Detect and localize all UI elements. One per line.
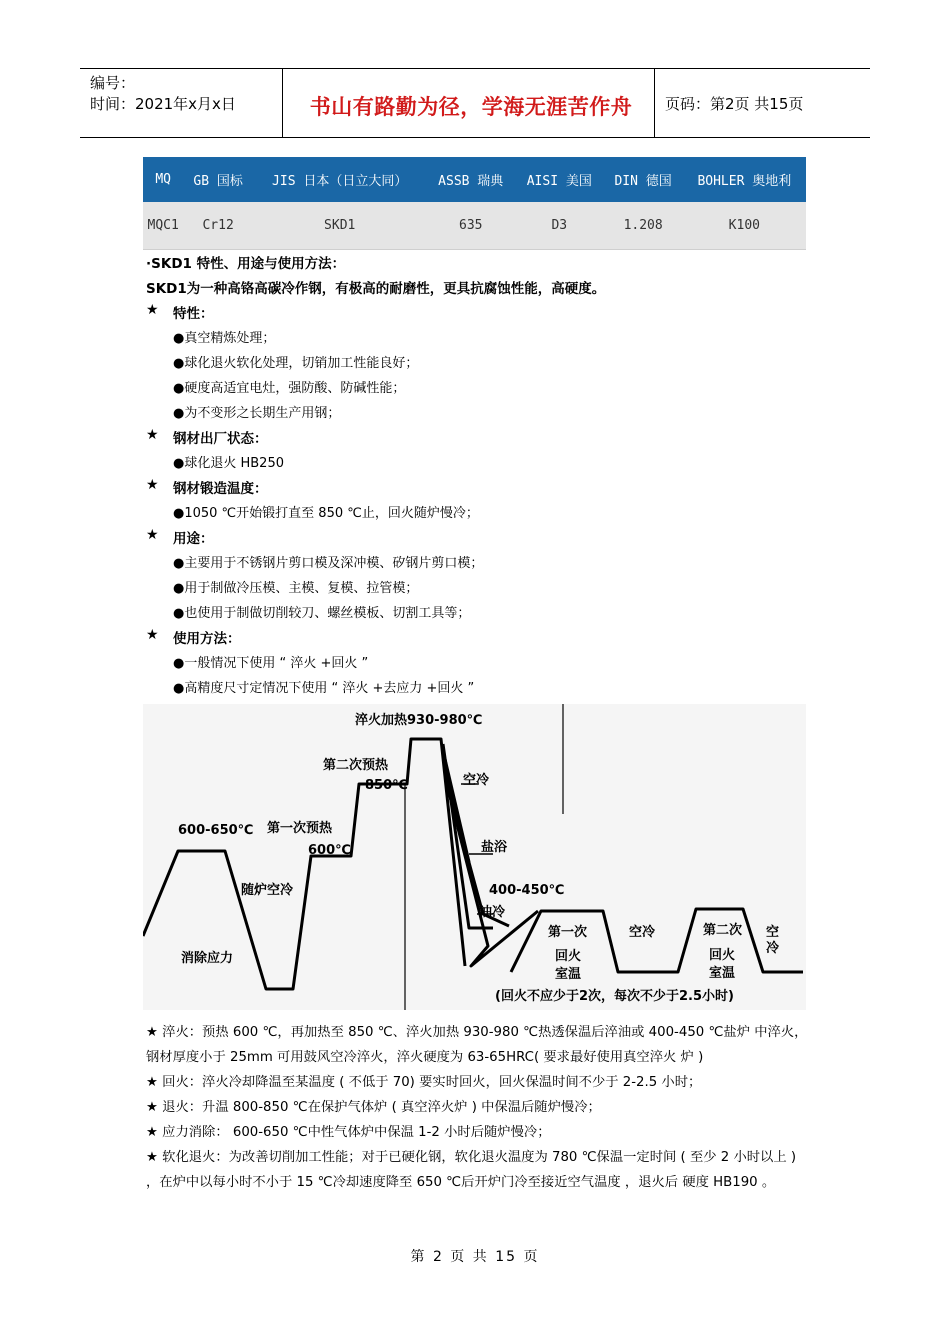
note-paragraph: ★ 回火：淬火冷却降温至某温度 ( 不低于 70) 要实时回火，回火保温时间不少于 2-2.5 小时； bbox=[146, 1075, 702, 1090]
page-info: 页码：第2页 共15页 bbox=[665, 95, 804, 113]
list-item: ●硬度高适宜电灶，强防酸、防碱性能； bbox=[173, 381, 406, 396]
bullet-icon: ● bbox=[173, 406, 185, 421]
diagram-label: 盐浴 bbox=[481, 840, 508, 855]
table-header-cell: ASSB 瑞典 bbox=[426, 157, 515, 202]
diagram-label: 消除应力 bbox=[181, 951, 234, 966]
star-icon: ★ bbox=[146, 627, 159, 643]
table-cell: K100 bbox=[683, 202, 806, 250]
table-header-cell: GB 国标 bbox=[183, 157, 253, 202]
table-cell: D3 bbox=[515, 202, 604, 250]
header-divider bbox=[282, 69, 283, 137]
intro-text: SKD1为一种高铬高碳冷作钢，有极高的耐磨性，更具抗腐蚀性能，高硬度。 bbox=[146, 281, 606, 297]
bullet-icon: ● bbox=[173, 506, 185, 521]
diagram-label: 600-650℃ bbox=[178, 823, 254, 838]
bullet-icon: ● bbox=[173, 456, 185, 471]
note-paragraph: ★ 淬火：预热 600 ℃，再加热至 850 ℃、淬火加热 930-980 ℃热透保温后淬油或 400-450 ℃盐炉 中淬火，钢材厚度小于 25mm 可用鼓风空冷淬火，淬火硬度为 63-65HRC( 要求最好使用真空淬火 炉 ) bbox=[146, 1025, 808, 1065]
diagram-label: 室温 bbox=[709, 966, 736, 981]
diagram-label: 空冷 bbox=[463, 773, 490, 788]
header-motto: 书山有路勤为径，学海无涯苦作舟 bbox=[309, 95, 633, 119]
diagram-label: 第一次 bbox=[548, 925, 588, 940]
section-heading: 钢材锻造温度： bbox=[173, 481, 268, 497]
diagram-label: 随炉空冷 bbox=[241, 883, 294, 898]
section-heading: 钢材出厂状态： bbox=[173, 431, 268, 447]
note-paragraph: ★ 应力消除： 600-650 ℃中性气体炉中保温 1-2 小时后随炉慢冷； bbox=[146, 1125, 551, 1140]
bullet-icon: ● bbox=[173, 556, 185, 571]
list-item: ●主要用于不锈钢片剪口模及深冲模、矽钢片剪口模； bbox=[173, 556, 484, 571]
list-item: ●高精度尺寸定情况下使用 “ 淬火 +去应力 +回火 ” bbox=[173, 681, 475, 696]
diagram-label: 回火 bbox=[709, 948, 736, 963]
list-item: ●用于制做冷压模、主模、复模、拉管模； bbox=[173, 581, 419, 596]
table-header-cell: DIN 德国 bbox=[604, 157, 683, 202]
diagram-label: 600℃ bbox=[308, 843, 351, 858]
diagram-label: 冷 bbox=[766, 941, 780, 956]
note-paragraph: ★ 退火：升温 800-850 ℃在保护气体炉 ( 真空淬火炉 ) 中保温后随炉慢冷； bbox=[146, 1100, 601, 1115]
bullet-icon: ● bbox=[173, 606, 185, 621]
table-row bbox=[143, 202, 806, 250]
star-icon: ★ bbox=[146, 527, 159, 543]
diagram-label: 第二次预热 bbox=[323, 758, 389, 773]
star-icon: ★ bbox=[146, 302, 159, 318]
diagram-label: 第一次预热 bbox=[267, 821, 333, 836]
table-cell: 1.208 bbox=[604, 202, 683, 250]
page-footer: 第 2 页 共 15 页 bbox=[410, 1249, 540, 1265]
diagram-label: 空冷 bbox=[629, 925, 656, 940]
bullet-icon: ● bbox=[173, 656, 185, 671]
diagram-label: 第二次 bbox=[703, 923, 743, 938]
star-icon: ★ bbox=[146, 427, 159, 443]
header-meta bbox=[90, 73, 236, 115]
table-header-cell: MQ bbox=[143, 157, 183, 202]
section-title: ·SKD1 特性、用途与使用方法： bbox=[146, 256, 346, 272]
star-icon: ★ bbox=[146, 477, 159, 493]
list-item: ●为不变形之长期生产用钢； bbox=[173, 406, 341, 421]
bullet-icon: ● bbox=[173, 681, 185, 696]
diagram-label: 淬火加热930-980℃ bbox=[355, 713, 483, 728]
diagram-label: 油冷 bbox=[479, 905, 506, 920]
list-item: ●球化退火软化处理，切销加工性能良好； bbox=[173, 356, 419, 371]
note-paragraph: ★ 软化退火：为改善切削加工性能；对于已硬化钢，软化退火温度为 780 ℃保温一定时间 ( 至少 2 小时以上 ) ，在炉中以每小时不小于 15 ℃冷却速度降至 650 ℃后开炉门冷至接近空气温度 ，退火后 硬度 HB190 。 bbox=[146, 1150, 797, 1190]
table-cell: SKD1 bbox=[253, 202, 427, 250]
page-header bbox=[80, 68, 870, 138]
diagram-label: 室温 bbox=[555, 967, 582, 982]
list-item: ●真空精炼处理； bbox=[173, 331, 276, 346]
heat-treatment-curve bbox=[143, 704, 806, 1010]
diagram-label: 400-450℃ bbox=[489, 883, 565, 898]
diagram-label: 850℃ bbox=[365, 778, 408, 793]
list-item: ●1050 ℃开始锻打直至 850 ℃止，回火随炉慢冷； bbox=[173, 506, 479, 521]
bullet-icon: ● bbox=[173, 331, 185, 346]
bullet-icon: ● bbox=[173, 356, 185, 371]
notes-block bbox=[146, 1020, 810, 1195]
section-heading: 特性： bbox=[173, 306, 214, 322]
heat-treatment-diagram bbox=[143, 704, 806, 1010]
table-header-cell: AISI 美国 bbox=[515, 157, 604, 202]
table-header-row bbox=[143, 157, 806, 202]
section-heading: 用途： bbox=[173, 531, 214, 547]
table-header-cell: JIS 日本（日立大同） bbox=[253, 157, 427, 202]
diagram-note: (回火不应少于2次，每次不少于2.5小时) bbox=[495, 989, 734, 1004]
diagram-label: 回火 bbox=[555, 949, 582, 964]
bullet-icon: ● bbox=[173, 581, 185, 596]
list-item: ●一般情况下使用 “ 淬火 +回火 ” bbox=[173, 656, 369, 671]
diagram-label: 空 bbox=[766, 925, 780, 940]
time-label: 时间：2021年x月x日 bbox=[90, 95, 236, 113]
list-item: ●球化退火 HB250 bbox=[173, 456, 284, 471]
bullet-icon: ● bbox=[173, 381, 185, 396]
list-item: ●也使用于制做切削较刀、螺丝模板、切割工具等； bbox=[173, 606, 471, 621]
steel-grade-table bbox=[143, 157, 806, 250]
table-cell: Cr12 bbox=[183, 202, 253, 250]
section-heading: 使用方法： bbox=[173, 631, 241, 647]
table-cell: MQC1 bbox=[143, 202, 183, 250]
table-cell: 635 bbox=[426, 202, 515, 250]
number-label: 编号： bbox=[90, 74, 136, 92]
table-header-cell: BOHLER 奥地利 bbox=[683, 157, 806, 202]
